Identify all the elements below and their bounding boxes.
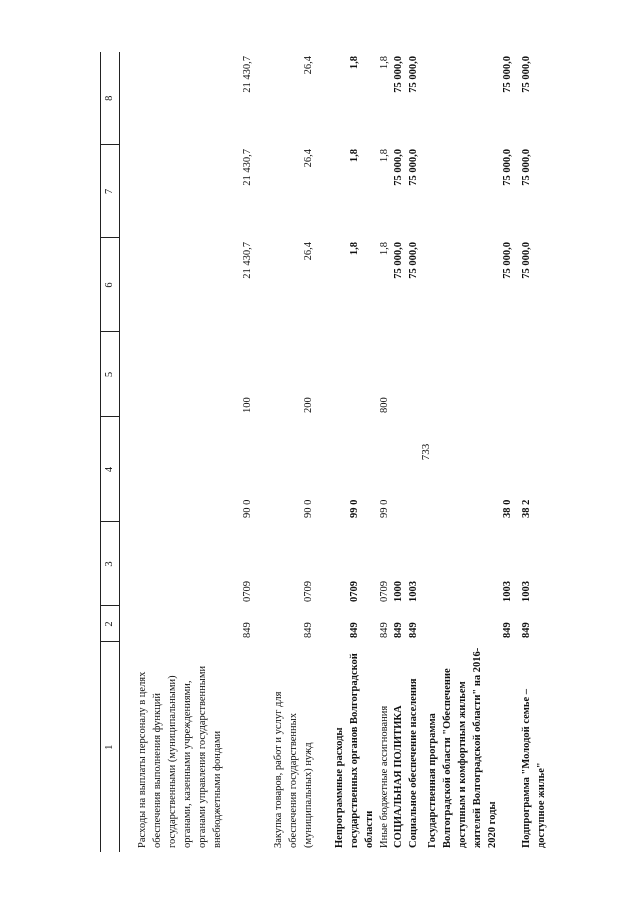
expense-type-code — [392, 332, 407, 417]
row-name: Иные бюджетные ассигнования — [378, 705, 390, 848]
amount-col7: 21 430,7 — [242, 149, 253, 186]
column-header: 6 — [101, 238, 120, 332]
table-row — [392, 52, 407, 852]
admin-code: 849 — [348, 622, 360, 638]
admin-code: 849 — [302, 622, 314, 638]
amount-col7: 75 000,0 — [408, 149, 420, 186]
amount-col6: 21 430,7 — [242, 242, 253, 279]
expense-type-code — [520, 332, 550, 417]
amount-col7: 75 000,0 — [393, 149, 405, 186]
table-row — [407, 52, 422, 852]
section-code: 1003 — [502, 581, 514, 602]
table-row — [333, 52, 378, 852]
column-header: 2 — [101, 606, 120, 642]
target-code: 38 0 — [502, 499, 514, 518]
section-code: 1003 — [521, 581, 533, 602]
section-code: 1000 — [393, 581, 405, 602]
amount-col6: 75 000,0 — [408, 242, 420, 279]
amount-col6: 1,8 — [378, 242, 390, 256]
admin-code: 849 — [521, 622, 533, 638]
expense-type-code: 800 — [378, 397, 390, 413]
table-row — [520, 52, 550, 852]
column-header: 7 — [101, 145, 120, 238]
target-code: 90 0 — [242, 499, 253, 518]
expense-type-code — [333, 332, 378, 417]
row-name: Непрограммные расходы государственных органов Волгоградской области — [333, 653, 375, 848]
amount-col8: 1,8 — [348, 56, 360, 70]
section-code: 0709 — [378, 581, 390, 602]
column-header: 8 — [101, 52, 120, 145]
amount-col7: 1,8 — [348, 149, 360, 163]
expense-type-code — [407, 332, 422, 417]
row-name: Закупка товаров, работ и услуг для обеспечения государственных (муниципальных) нужд — [272, 691, 314, 848]
admin-code: 849 — [378, 622, 390, 638]
column-header: 3 — [101, 522, 120, 606]
target-code — [392, 417, 407, 522]
target-code: 38 2 — [521, 499, 533, 518]
amount-col6: 26,4 — [302, 242, 314, 261]
row-name: Подпрограмма "Молодой семье – доступное жилье" — [521, 688, 548, 848]
table-row — [378, 52, 393, 852]
admin-code: 849 — [242, 622, 253, 638]
target-code — [407, 417, 422, 522]
column-header: 4 — [101, 417, 120, 522]
amount-col8: 75 000,0 — [393, 56, 405, 93]
amount-col7: 75 000,0 — [502, 149, 514, 186]
admin-code: 849 — [408, 622, 420, 638]
page-number: 733 — [420, 443, 432, 461]
amount-col8: 75 000,0 — [408, 56, 420, 93]
amount-col6: 75 000,0 — [502, 242, 514, 279]
row-name: Расходы на выплаты персоналу в целях обеспечения выполнения функций государственными (муниципальными) органами, казенными учреждениями, органами управления государственными внебюджетными фондами — [137, 665, 223, 848]
amount-col7: 26,4 — [302, 149, 314, 168]
amount-col8: 1,8 — [378, 56, 390, 70]
table-row — [426, 52, 516, 852]
section-code: 0709 — [242, 581, 253, 602]
table-row — [136, 52, 256, 852]
expense-type-code — [426, 332, 516, 417]
amount-col8: 26,4 — [302, 56, 314, 75]
amount-col6: 75 000,0 — [393, 242, 405, 279]
section-code: 0709 — [348, 581, 360, 602]
target-code: 90 0 — [302, 499, 314, 518]
column-header: 5 — [101, 332, 120, 417]
amount-col8: 21 430,7 — [242, 56, 253, 93]
expense-type-code: 100 — [242, 397, 253, 413]
amount-col6: 1,8 — [348, 242, 360, 256]
amount-col8: 75 000,0 — [502, 56, 514, 93]
amount-col6: 75 000,0 — [521, 242, 533, 279]
section-code: 1003 — [408, 581, 420, 602]
amount-col7: 1,8 — [378, 149, 390, 163]
expense-type-code: 200 — [302, 397, 314, 413]
budget-table — [100, 52, 550, 852]
column-header: 1 — [101, 642, 120, 852]
admin-code: 849 — [393, 622, 405, 638]
admin-code: 849 — [502, 622, 514, 638]
table-row — [272, 52, 317, 852]
row-name: СОЦИАЛЬНАЯ ПОЛИТИКА — [393, 705, 405, 848]
table-header-row — [101, 52, 120, 852]
section-code: 0709 — [302, 581, 314, 602]
row-name: Государственная программа Волгоградской области "Обеспечение доступным и комфортным жильем жителей Волгоградской области" на 2016-2020 годы — [427, 647, 498, 848]
budget-table-rotated — [100, 52, 548, 852]
amount-col7: 75 000,0 — [521, 149, 533, 186]
row-name: Социальное обеспечение населения — [408, 678, 420, 848]
target-code: 99 0 — [348, 499, 360, 518]
target-code: 99 0 — [378, 499, 390, 518]
amount-col8: 75 000,0 — [521, 56, 533, 93]
